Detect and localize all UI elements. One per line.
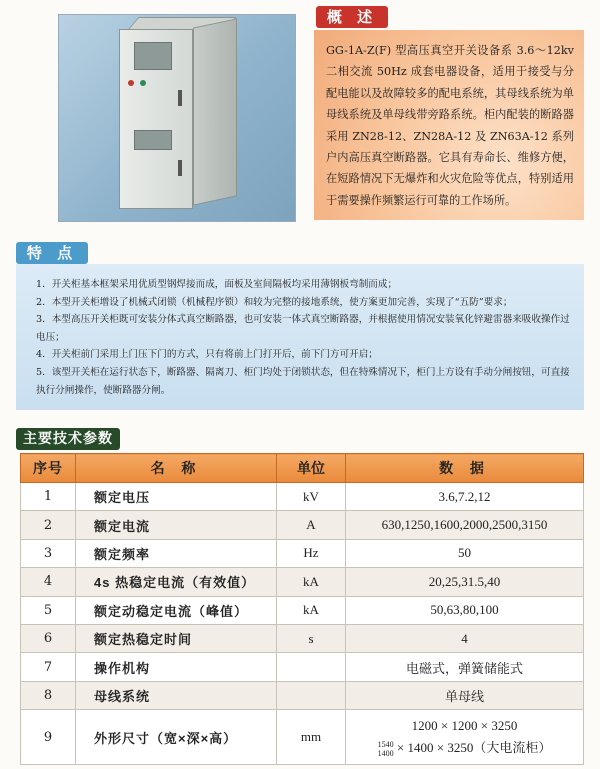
- row-value: 3.6,7.2,12: [346, 483, 584, 511]
- row-unit: [277, 681, 346, 709]
- door-handle: [178, 90, 182, 106]
- table-row: [21, 653, 584, 681]
- header-name: 名 称: [76, 454, 277, 483]
- table-row: [21, 681, 584, 709]
- cabinet-side: [193, 18, 237, 205]
- header-index: 序号: [21, 454, 76, 483]
- row-value: 630,1250,1600,2000,2500,3150: [346, 511, 584, 539]
- row-index: 3: [21, 539, 76, 567]
- row-unit: kA: [277, 596, 346, 624]
- width-option-bottom: 1400: [377, 749, 394, 759]
- feature-item: 1．开关柜基本框架采用优质型钢焊接而成，面板及室间隔板均采用薄钢板弯制而成；: [36, 279, 398, 290]
- indicator-light: [140, 80, 146, 86]
- row-unit: Hz: [277, 539, 346, 567]
- table-row: [21, 483, 584, 511]
- row-index: 9: [21, 710, 76, 765]
- row-unit: [277, 653, 346, 681]
- indicator-light: [128, 80, 134, 86]
- feature-item: 4．开关柜前门采用上门压下门的方式，只有将前上门打开后，前下门方可开启；: [36, 349, 378, 361]
- params-header-row: [21, 454, 584, 483]
- table-row: [21, 596, 584, 624]
- row-unit: s: [277, 624, 346, 652]
- row-index: 7: [21, 653, 76, 681]
- row-name: 额定热稳定时间: [76, 624, 277, 652]
- row-index: 6: [21, 624, 76, 652]
- row-name: 操作机构: [76, 653, 277, 681]
- feature-item: 3．本型高压开关柜既可安装分体式真空断路器，也可安装一体式真空断路器，并根据使用情况安装氧化锌避雷器来吸收操作过电压；: [36, 314, 570, 343]
- row-value: 电磁式，弹簧储能式: [346, 653, 584, 681]
- row-name: 额定电压: [76, 483, 277, 511]
- row-name: 母线系统: [76, 681, 277, 709]
- product-photo: [58, 14, 296, 222]
- row-index: 8: [21, 681, 76, 709]
- row-index: 5: [21, 596, 76, 624]
- row-value: 单母线: [346, 681, 584, 709]
- table-row: [21, 710, 584, 765]
- table-row: [21, 539, 584, 567]
- cabinet-front: [119, 29, 193, 209]
- row-name: 外形尺寸（宽×深×高）: [76, 710, 277, 765]
- row-name: 4s 热稳定电流（有效值）: [76, 568, 277, 596]
- params-table: [20, 453, 584, 765]
- row-value: 4: [346, 624, 584, 652]
- dimension-rest: × 1400 × 3250（大电流柜）: [396, 740, 552, 756]
- row-value: 50,63,80,100: [346, 596, 584, 624]
- row-name: 额定电流: [76, 511, 277, 539]
- width-options: [378, 740, 394, 758]
- row-value: 50: [346, 539, 584, 567]
- table-row: [21, 568, 584, 596]
- row-value: 20,25,31.5,40: [346, 568, 584, 596]
- features-list: [16, 264, 584, 410]
- row-unit: kA: [277, 568, 346, 596]
- feature-item: 2．本型开关柜增设了机械式闭锁（机械程序锁）和较为完整的接地系统，使方案更加完善，实现了“五防”要求；: [36, 296, 513, 308]
- row-index: 1: [21, 483, 76, 511]
- row-index: 2: [21, 511, 76, 539]
- row-unit: kV: [277, 483, 346, 511]
- cabinet-window: [134, 42, 172, 70]
- table-row: [21, 624, 584, 652]
- row-index: 4: [21, 568, 76, 596]
- width-option-top: 1540: [377, 740, 394, 750]
- dimension-large-current: [347, 737, 582, 759]
- row-unit: mm: [277, 710, 346, 765]
- dimension-standard: 1200 × 1200 × 3250: [411, 718, 518, 734]
- table-row: [21, 511, 584, 539]
- features-heading: 特 点: [16, 242, 88, 264]
- overview-heading: 概 述: [316, 6, 388, 28]
- overview-text: GG-1A-Z(F) 型高压真空开关设备系 3.6～12kv 二相交流 50Hz 成套电器设备，适用于接受与分配电能以及故障较多的配电系统，其母线系统为单母线系统及单母线带旁路系统。柜内配装的断路器采用 ZN28-12、ZN28A-12 及 ZN63A-12 系列户内高压真空断路器。它具有寿命长、维修方便，在短路情况下无爆炸和火灾危险等优点，特别适用于需要操作频繁运行可靠的工作场所。: [314, 30, 584, 220]
- row-name: 额定动稳定电流（峰值）: [76, 596, 277, 624]
- row-name: 额定频率: [76, 539, 277, 567]
- header-unit: 单位: [277, 454, 346, 483]
- header-value: 数 据: [346, 454, 584, 483]
- row-unit: A: [277, 511, 346, 539]
- door-handle: [178, 160, 182, 176]
- row-value: [346, 710, 584, 765]
- cabinet-window: [134, 130, 172, 150]
- feature-item: 5．该型开关柜在运行状态下，断路器、隔离刀、柜门均处于闭锁状态，但在特殊情况下，柜门上方设有手动分闸按钮，可直接执行分闸操作，使断路器分闸。: [36, 366, 570, 396]
- params-heading: 主要技术参数: [16, 428, 120, 450]
